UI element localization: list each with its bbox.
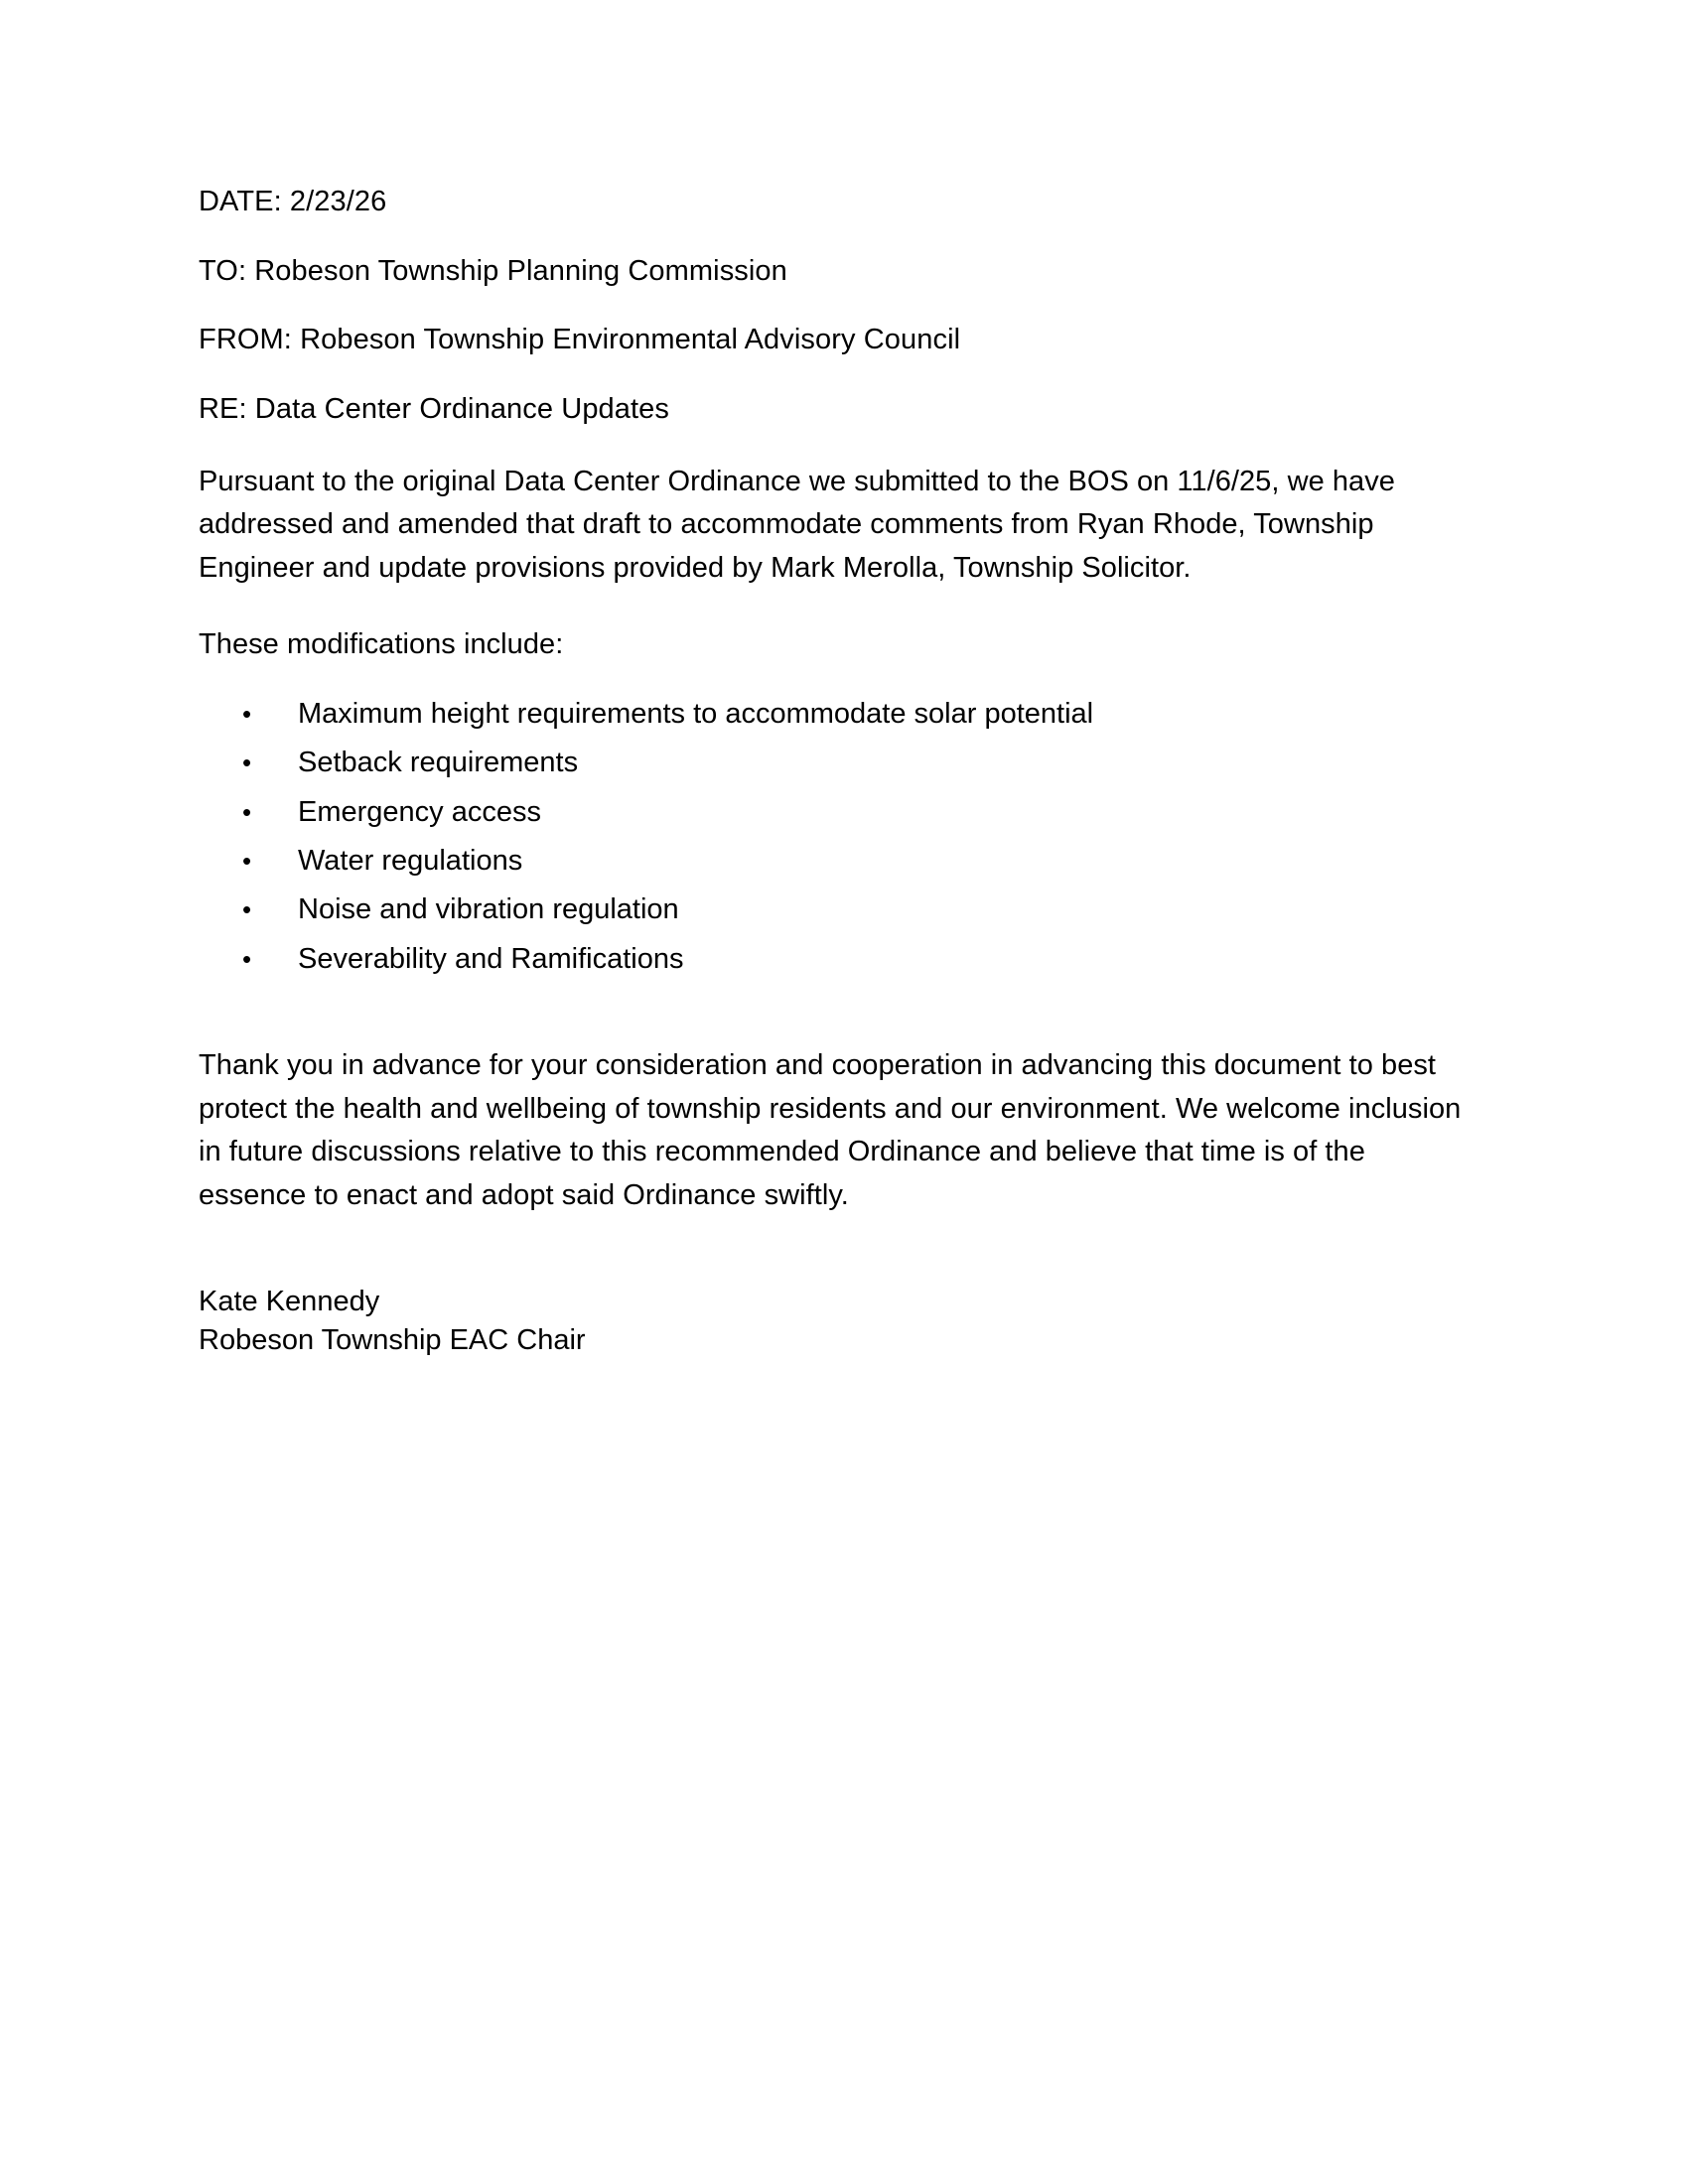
signature-title: Robeson Township EAC Chair: [199, 1324, 586, 1357]
list-lead-in: These modifications include:: [199, 628, 564, 661]
list-item-label: Setback requirements: [298, 747, 579, 779]
closing-paragraph: Thank you in advance for your consideration and cooperation in advancing this document to best protect the health and wellbeing of township residents and our environment. We welcome inclusion in future discussions relative to this recommended Ordinance and believe that time is of the essence to enact and adopt said Ordinance swiftly.: [199, 1049, 1462, 1211]
signature-block: [199, 1283, 1479, 1360]
list-item-label: Severability and Ramifications: [298, 942, 684, 975]
signature-name: Kate Kennedy: [199, 1286, 380, 1317]
list-item: [199, 795, 1479, 830]
closing-block: [199, 1044, 1479, 1217]
list-item-label: Maximum height requirements to accommodate solar potential: [298, 697, 1094, 730]
list-item: [199, 697, 1479, 732]
list-item: [199, 746, 1479, 780]
bullet-icon: •: [242, 894, 252, 925]
bullet-icon: •: [242, 845, 252, 876]
list-item-label: Water regulations: [298, 844, 523, 877]
list-item-label: Emergency access: [298, 795, 541, 828]
to-line: TO: Robeson Township Planning Commission: [199, 254, 787, 287]
bullet-icon: •: [242, 748, 252, 778]
bullet-icon: •: [242, 698, 252, 729]
re-line: RE: Data Center Ordinance Updates: [199, 393, 669, 426]
memo-body: [199, 184, 1479, 1360]
list-item: [199, 942, 1479, 977]
modifications-list: [199, 697, 1479, 977]
list-item: [199, 892, 1479, 927]
list-item: [199, 844, 1479, 879]
list-item-label: Noise and vibration regulation: [298, 893, 679, 926]
date-line: DATE: 2/23/26: [199, 186, 387, 217]
from-line: FROM: Robeson Township Environmental Advisory Council: [199, 324, 961, 356]
bullet-icon: •: [242, 943, 252, 974]
intro-paragraph: Pursuant to the original Data Center Ordinance we submitted to the BOS on 11/6/25, we have addressed and amended that draft to accommodate comments from Ryan Rhode, Township Engineer and update provisions provided by Mark Merolla, Township Solicitor.: [199, 465, 1395, 584]
bullet-icon: •: [242, 796, 252, 827]
